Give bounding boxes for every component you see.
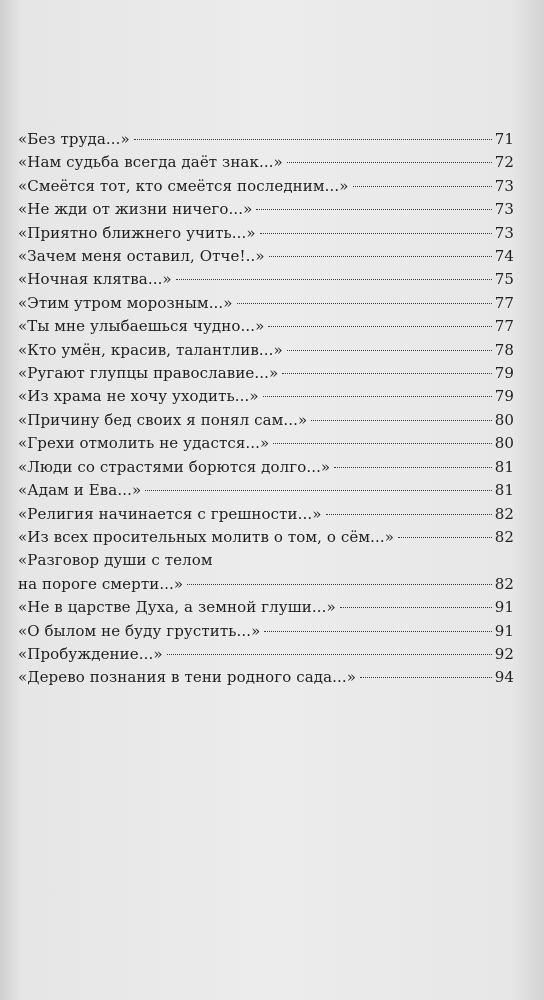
toc-entry-page: 71 (494, 130, 514, 148)
toc-entry (18, 432, 514, 455)
toc-entry (18, 666, 514, 689)
dot-leader (353, 186, 492, 187)
toc-entry-page: 72 (494, 153, 514, 172)
dot-leader (237, 303, 492, 304)
dot-leader (167, 654, 492, 655)
toc-entry-page: 94 (494, 668, 514, 687)
toc-entry-title: «Религия начинается с грешности...» (18, 504, 322, 523)
dot-leader (398, 537, 492, 538)
toc-entry-title: «Люди со страстями борются долго...» (18, 457, 331, 476)
toc-entry-line (18, 315, 514, 338)
toc-entry-title: «Без труда...» (18, 130, 130, 148)
toc-entry-line (18, 128, 514, 151)
dot-leader (260, 233, 492, 234)
toc-entry-line (18, 245, 514, 268)
toc-entry-line (18, 409, 514, 432)
dot-leader (269, 256, 492, 257)
dot-leader (326, 514, 492, 515)
dot-leader (256, 209, 491, 210)
dot-leader (340, 607, 492, 608)
toc-entry (18, 503, 514, 526)
toc-entry-line (18, 432, 514, 455)
toc-entry-title: «Не в царстве Духа, а земной глуши...» (18, 598, 336, 617)
dot-leader (134, 139, 492, 140)
toc-entry (18, 385, 514, 408)
toc-entry-page: 91 (494, 598, 514, 617)
toc-entry-page: 81 (494, 481, 514, 500)
toc-entry-title: «Смеётся тот, кто смеётся последним...» (18, 176, 349, 195)
toc-entry-title: «Из храма не хочу уходить...» (18, 387, 259, 406)
toc-entry-line (18, 339, 514, 362)
toc-entry-page: 80 (494, 434, 514, 453)
toc-entry (18, 643, 514, 666)
toc-entry-title: «Ночная клятва...» (18, 270, 172, 289)
toc-entry-line (18, 222, 514, 245)
toc-entry-line (18, 666, 514, 689)
toc-entry-page: 82 (494, 527, 514, 546)
toc-entry-title: «О былом не буду грустить...» (18, 621, 261, 640)
toc-entry (18, 198, 514, 221)
toc-entry-title: «Приятно ближнего учить...» (18, 223, 256, 242)
toc-entry-page: 79 (494, 364, 514, 383)
toc-entry (18, 409, 514, 432)
toc-entry-page: 92 (494, 644, 514, 663)
toc-entry (18, 596, 514, 619)
dot-leader (176, 279, 492, 280)
toc-entry-line (18, 503, 514, 526)
toc-entry (18, 362, 514, 385)
toc-entry-line (18, 151, 514, 174)
toc-entry-line (18, 620, 514, 643)
toc-entry-page: 91 (494, 621, 514, 640)
toc-entry-title: «Кто умён, красив, талантлив...» (18, 340, 283, 359)
dot-leader (282, 373, 491, 374)
toc-entry (18, 175, 514, 198)
toc-entry-page: 80 (494, 410, 514, 429)
toc-entry-line (18, 385, 514, 408)
toc-entry-title: «Ты мне улыбаешься чудно...» (18, 317, 265, 336)
dot-leader (145, 490, 491, 491)
toc-entry (18, 292, 514, 315)
toc-entry-title: «Не жди от жизни ничего...» (18, 200, 253, 219)
dot-leader (273, 443, 491, 444)
toc-entry-page: 82 (494, 504, 514, 523)
toc-entry-title: на пороге смерти...» (18, 574, 184, 593)
toc-entry-line (18, 198, 514, 221)
toc-entry (18, 339, 514, 362)
toc-entry-title-line1: «Разговор души с телом (18, 551, 213, 570)
toc-entry (18, 479, 514, 502)
toc-entry-line (18, 456, 514, 479)
toc-entry-page: 79 (494, 387, 514, 406)
toc-entry (18, 526, 514, 549)
toc-entry (18, 456, 514, 479)
toc-entry (18, 128, 514, 151)
dot-leader (360, 677, 492, 678)
toc-entry-title: «Адам и Ева...» (18, 481, 142, 500)
toc-entry-title: «Нам судьба всегда даёт знак...» (18, 153, 283, 172)
toc-entry-page: 73 (494, 200, 514, 219)
toc-entry (18, 222, 514, 245)
toc-entry-title: «Пробуждение...» (18, 644, 163, 663)
toc-entry-line (18, 175, 514, 198)
toc-entry-line (18, 268, 514, 291)
table-of-contents (18, 128, 514, 690)
toc-entry-line (18, 362, 514, 385)
toc-entry-title: «Из всех просительных молитв о том, о сём...» (18, 527, 395, 546)
toc-entry (18, 151, 514, 174)
toc-entry-line (18, 643, 514, 666)
dot-leader (187, 584, 492, 585)
toc-entry-page: 77 (494, 317, 514, 336)
toc-entry-page: 75 (494, 270, 514, 289)
dot-leader (264, 631, 491, 632)
toc-entry-title: «Дерево познания в тени родного сада...» (18, 668, 357, 687)
toc-entry (18, 268, 514, 291)
toc-entry-page: 74 (494, 247, 514, 266)
toc-entry-line (18, 526, 514, 549)
toc-entry-title: «Этим утром морозным...» (18, 293, 233, 312)
toc-entry-page: 82 (494, 574, 514, 593)
dot-leader (287, 162, 492, 163)
toc-entry (18, 245, 514, 268)
toc-entry-page: 78 (494, 340, 514, 359)
toc-entry-page: 73 (494, 223, 514, 242)
toc-entry-page: 73 (494, 176, 514, 195)
toc-entry-page: 81 (494, 457, 514, 476)
toc-entry (18, 620, 514, 643)
toc-entry (18, 549, 514, 596)
toc-entry-line (18, 596, 514, 619)
dot-leader (268, 326, 491, 327)
toc-entry-title: «Причину бед своих я понял сам...» (18, 410, 308, 429)
toc-entry-line (18, 479, 514, 502)
toc-entry-line (18, 292, 514, 315)
dot-leader (311, 420, 491, 421)
dot-leader (334, 467, 491, 468)
toc-entry-title: «Зачем меня оставил, Отче!..» (18, 247, 265, 266)
toc-entry-title: «Грехи отмолить не удастся...» (18, 434, 270, 453)
dot-leader (263, 396, 492, 397)
toc-entry-line (18, 573, 514, 596)
toc-entry (18, 315, 514, 338)
toc-entry-page: 77 (494, 293, 514, 312)
dot-leader (287, 350, 492, 351)
toc-entry-title: «Ругают глупцы православие...» (18, 364, 279, 383)
